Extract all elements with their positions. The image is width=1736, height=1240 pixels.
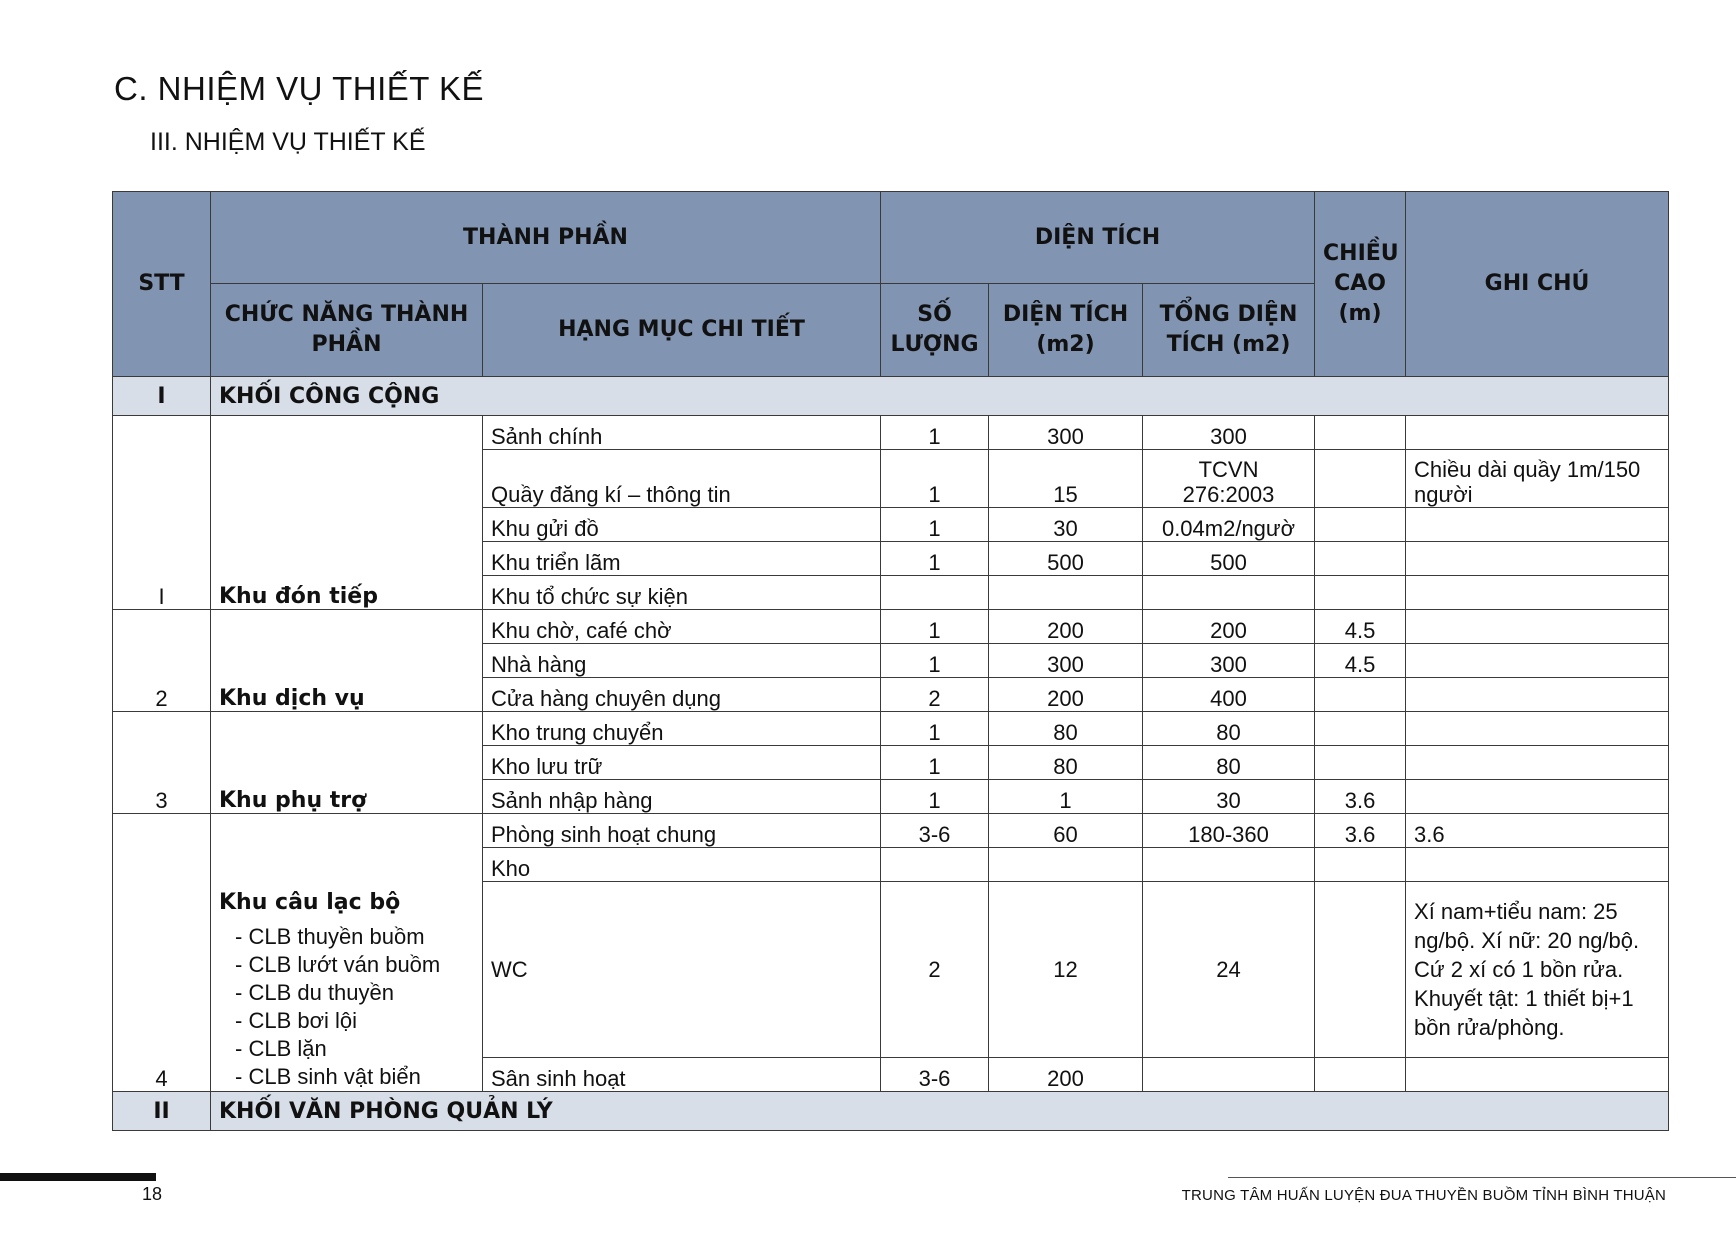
table-row — [113, 712, 1669, 746]
club-list — [219, 923, 474, 1091]
item-qty: 1 — [881, 542, 989, 576]
header-dien-tich-group: DIỆN TÍCH — [881, 192, 1315, 284]
item-note — [1406, 780, 1669, 814]
item-name: WC — [483, 882, 881, 1058]
section-stt: I — [113, 377, 211, 416]
item-name: Khu gửi đồ — [483, 508, 881, 542]
item-qty: 1 — [881, 746, 989, 780]
group-name: Khu dịch vụ — [211, 610, 483, 712]
header-chieu-cao: CHIỀU CAO (m) — [1315, 192, 1406, 377]
header-tong-dien-tich: TỔNG DIỆN TÍCH (m2) — [1143, 284, 1315, 377]
table-row — [113, 814, 1669, 848]
item-note: Chiều dài quầy 1m/150 người — [1406, 450, 1669, 508]
item-total — [1143, 576, 1315, 610]
section-stt: II — [113, 1092, 211, 1131]
section-row — [113, 377, 1669, 416]
item-qty: 1 — [881, 712, 989, 746]
item-qty: 1 — [881, 508, 989, 542]
section-name: KHỐI VĂN PHÒNG QUẢN LÝ — [211, 1092, 1669, 1131]
club-group-cell — [211, 814, 483, 1092]
item-area: 500 — [989, 542, 1143, 576]
section-row — [113, 1092, 1669, 1131]
item-total: 500 — [1143, 542, 1315, 576]
item-note — [1406, 610, 1669, 644]
club-item: - CLB thuyền buồm — [235, 923, 474, 951]
item-qty — [881, 576, 989, 610]
item-height: 3.6 — [1315, 814, 1406, 848]
item-area — [989, 848, 1143, 882]
item-qty: 1 — [881, 644, 989, 678]
item-height — [1315, 542, 1406, 576]
footer-accent-bar — [0, 1173, 156, 1181]
club-item: - CLB sinh vật biển — [235, 1063, 474, 1091]
item-total: 24 — [1143, 882, 1315, 1058]
item-note — [1406, 416, 1669, 450]
item-height — [1315, 1058, 1406, 1092]
header-chuc-nang: CHỨC NĂNG THÀNH PHẦN — [211, 284, 483, 377]
item-name: Khu triển lãm — [483, 542, 881, 576]
item-height: 4.5 — [1315, 644, 1406, 678]
item-total: 80 — [1143, 746, 1315, 780]
item-height — [1315, 712, 1406, 746]
item-name: Khu chờ, café chờ — [483, 610, 881, 644]
item-total: 0.04m2/ngườ — [1143, 508, 1315, 542]
section-name: KHỐI CÔNG CỘNG — [211, 377, 1669, 416]
item-area: 1 — [989, 780, 1143, 814]
item-height — [1315, 882, 1406, 1058]
item-total: TCVN 276:2003 — [1143, 450, 1315, 508]
item-area: 200 — [989, 610, 1143, 644]
item-qty: 2 — [881, 678, 989, 712]
footer-project-name: TRUNG TÂM HUẤN LUYỆN ĐUA THUYỀN BUỒM TỈNH BÌNH THUẬN — [1181, 1187, 1666, 1204]
item-total: 30 — [1143, 780, 1315, 814]
page-number: 18 — [142, 1184, 163, 1204]
item-note — [1406, 678, 1669, 712]
item-height — [1315, 576, 1406, 610]
item-note: 3.6 — [1406, 814, 1669, 848]
item-height — [1315, 746, 1406, 780]
item-name: Sảnh nhập hàng — [483, 780, 881, 814]
item-area: 15 — [989, 450, 1143, 508]
item-area: 30 — [989, 508, 1143, 542]
item-area: 200 — [989, 678, 1143, 712]
header-thanh-phan: THÀNH PHẦN — [211, 192, 881, 284]
item-qty: 1 — [881, 416, 989, 450]
item-height — [1315, 678, 1406, 712]
page-title: C. NHIỆM VỤ THIẾT KẾ — [114, 70, 485, 107]
item-total — [1143, 848, 1315, 882]
item-name: Quầy đăng kí – thông tin — [483, 450, 881, 508]
item-qty: 3-6 — [881, 1058, 989, 1092]
item-note — [1406, 542, 1669, 576]
item-height — [1315, 416, 1406, 450]
item-area: 80 — [989, 712, 1143, 746]
item-name: Kho trung chuyển — [483, 712, 881, 746]
group-stt: I — [113, 416, 211, 610]
item-area: 200 — [989, 1058, 1143, 1092]
header-stt: STT — [113, 192, 211, 377]
item-note — [1406, 644, 1669, 678]
item-name: Kho lưu trữ — [483, 746, 881, 780]
item-area: 300 — [989, 644, 1143, 678]
item-total: 200 — [1143, 610, 1315, 644]
section-subtitle: III. NHIỆM VỤ THIẾT KẾ — [150, 128, 426, 156]
item-qty: 1 — [881, 450, 989, 508]
item-note — [1406, 746, 1669, 780]
item-qty — [881, 848, 989, 882]
club-item: - CLB lặn — [235, 1035, 474, 1063]
group-stt: 4 — [113, 814, 211, 1092]
item-name: Sân sinh hoạt — [483, 1058, 881, 1092]
item-total: 80 — [1143, 712, 1315, 746]
item-note: Xí nam+tiểu nam: 25 ng/bộ. Xí nữ: 20 ng/bộ. Cứ 2 xí có 1 bồn rửa. Khuyết tật: 1 thiết bị+1 bồn rửa/phòng. — [1406, 882, 1669, 1058]
item-height: 4.5 — [1315, 610, 1406, 644]
item-note — [1406, 508, 1669, 542]
item-area: 80 — [989, 746, 1143, 780]
item-height — [1315, 508, 1406, 542]
item-area: 60 — [989, 814, 1143, 848]
item-name: Sảnh chính — [483, 416, 881, 450]
group-name: Khu phụ trợ — [211, 712, 483, 814]
table-row — [113, 610, 1669, 644]
item-height — [1315, 848, 1406, 882]
item-area — [989, 576, 1143, 610]
header-ghi-chu: GHI CHÚ — [1406, 192, 1669, 377]
club-item: - CLB du thuyền — [235, 979, 474, 1007]
item-note — [1406, 576, 1669, 610]
item-area: 300 — [989, 416, 1143, 450]
club-item: - CLB lướt ván buồm — [235, 951, 474, 979]
item-total: 300 — [1143, 644, 1315, 678]
item-qty: 1 — [881, 780, 989, 814]
group-name: Khu đón tiếp — [211, 416, 483, 610]
item-note — [1406, 1058, 1669, 1092]
item-height — [1315, 450, 1406, 508]
item-name: Khu tổ chức sự kiện — [483, 576, 881, 610]
item-qty: 1 — [881, 610, 989, 644]
item-total: 400 — [1143, 678, 1315, 712]
group-stt: 3 — [113, 712, 211, 814]
item-total: 300 — [1143, 416, 1315, 450]
item-qty: 2 — [881, 882, 989, 1058]
item-name: Cửa hàng chuyên dụng — [483, 678, 881, 712]
item-note — [1406, 848, 1669, 882]
club-item: - CLB bơi lội — [235, 1007, 474, 1035]
item-name: Nhà hàng — [483, 644, 881, 678]
item-height: 3.6 — [1315, 780, 1406, 814]
item-name: Kho — [483, 848, 881, 882]
header-so-luong: SỐ LƯỢNG — [881, 284, 989, 377]
group-stt: 2 — [113, 610, 211, 712]
design-task-table — [112, 191, 1669, 1131]
item-total — [1143, 1058, 1315, 1092]
item-qty: 3-6 — [881, 814, 989, 848]
item-total: 180-360 — [1143, 814, 1315, 848]
group-name: Khu câu lạc bộ — [219, 890, 401, 915]
item-note — [1406, 712, 1669, 746]
item-area: 12 — [989, 882, 1143, 1058]
table-row — [113, 416, 1669, 450]
header-hang-muc: HẠNG MỤC CHI TIẾT — [483, 284, 881, 377]
header-dien-tich: DIỆN TÍCH (m2) — [989, 284, 1143, 377]
item-name: Phòng sinh hoạt chung — [483, 814, 881, 848]
footer-divider — [1228, 1177, 1736, 1178]
